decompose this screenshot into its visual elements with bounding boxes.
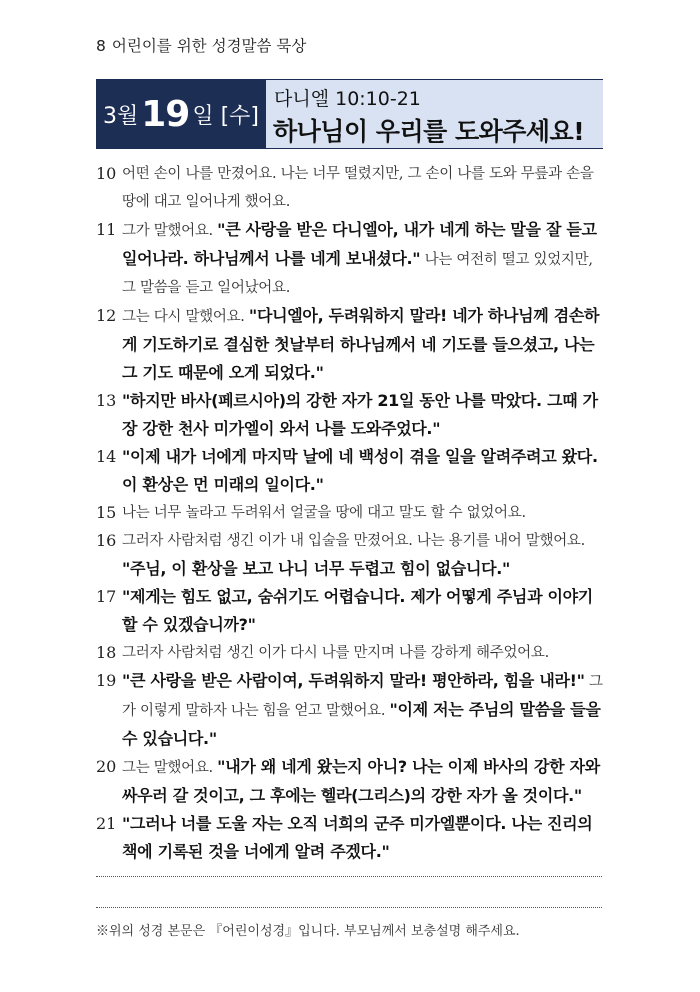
verse-number: 21 xyxy=(96,814,117,833)
verse-text xyxy=(122,216,606,302)
quoted-speech: "큰 사랑을 받은 다니엘아, 내가 네게 하는 말을 잘 듣고 일어나라. 하나님께서 나를 네게 보내셨다." xyxy=(122,220,597,268)
quoted-speech: "하지만 바사(페르시아)의 강한 자가 21일 동안 나를 막았다. 그때 가장 강한 천사 미가엘이 와서 나를 도와주었다." xyxy=(122,391,598,438)
verse-number: 11 xyxy=(96,220,117,239)
page-number: 8 xyxy=(96,37,106,55)
running-head xyxy=(96,34,306,56)
divider-bottom xyxy=(96,907,602,908)
verse-number: 19 xyxy=(96,671,117,690)
verse-text xyxy=(122,499,606,527)
verse-text xyxy=(122,443,606,499)
quoted-speech: "주님, 이 환상을 보고 나니 너무 두렵고 힘이 없습니다." xyxy=(122,559,511,578)
narration: 어떤 손이 나를 만졌어요. 나는 너무 떨렸지만, 그 손이 나를 도와 무릎과 손을 땅에 대고 일어나게 했어요. xyxy=(122,166,594,210)
verse xyxy=(96,387,606,443)
verse-number: 13 xyxy=(96,391,117,410)
scripture-reference: 다니엘 10:10-21 xyxy=(274,88,421,110)
quoted-speech: "내가 왜 네게 왔는지 아니? 나는 이제 바사의 강한 자와 싸우러 갈 것이고, 그 후에는 헬라(그리스)의 강한 자가 올 것이다." xyxy=(122,757,600,805)
verse-number: 10 xyxy=(96,164,117,183)
narration: 그러자 사람처럼 생긴 이가 다시 나를 만지며 나를 강하게 해주었어요. xyxy=(122,645,549,661)
verse xyxy=(96,443,606,499)
verse-text xyxy=(122,160,606,216)
verse-number: 20 xyxy=(96,757,117,776)
verse xyxy=(96,160,606,216)
footnote: ※위의 성경 본문은 『어린이성경』입니다. 부모님께서 보충설명 해주세요. xyxy=(96,924,520,939)
date-day: 19 xyxy=(141,93,190,135)
verse-number: 18 xyxy=(96,643,117,662)
date-weekday: 일 [수] xyxy=(192,103,260,129)
quoted-speech: "큰 사랑을 받은 사람이여, 두려워하지 말라! 평안하라, 힘을 내라!" xyxy=(122,671,585,690)
quoted-speech: "그러나 너를 도울 자는 오직 너희의 군주 미가엘뿐이다. 나는 진리의 책에 기록된 것을 너에게 알려 주겠다." xyxy=(122,814,593,861)
verse xyxy=(96,810,606,866)
narration: 그는 말했어요. xyxy=(122,760,218,776)
verse-number: 16 xyxy=(96,531,117,550)
verse-number: 17 xyxy=(96,587,117,606)
verse-text xyxy=(122,753,606,810)
quoted-speech: "제게는 힘도 없고, 숨쉬기도 어렵습니다. 제가 어떻게 주님과 이야기할 수 있겠습니까?" xyxy=(122,587,593,634)
verse-text xyxy=(122,667,606,753)
verse-text xyxy=(122,527,606,583)
book-title: 어린이를 위한 성경말씀 묵상 xyxy=(111,37,307,55)
verse-number: 14 xyxy=(96,447,117,466)
verse xyxy=(96,639,606,667)
narration: 그가 말했어요. xyxy=(122,223,218,239)
verse-text xyxy=(122,639,606,667)
devotion-title: 하나님이 우리를 도와주세요! xyxy=(273,117,585,146)
verse-text xyxy=(122,583,606,639)
date-box xyxy=(96,80,266,148)
verse xyxy=(96,302,606,387)
verse xyxy=(96,216,606,302)
narration: 나는 여전히 떨고 있었지만, 그 말씀을 듣고 일어났어요. xyxy=(122,252,593,296)
quoted-speech: "이제 저는 주님의 말씀을 들을 수 있습니다." xyxy=(122,700,601,748)
verse xyxy=(96,527,606,583)
narration: 나는 너무 놀라고 두려워서 얼굴을 땅에 대고 말도 할 수 없었어요. xyxy=(122,505,526,521)
verse xyxy=(96,583,606,639)
verse xyxy=(96,499,606,527)
devotion-banner xyxy=(96,79,603,149)
date-month: 3월 xyxy=(102,103,139,129)
narration: 그러자 사람처럼 생긴 이가 내 입술을 만졌어요. 나는 용기를 내어 말했어요. xyxy=(122,533,585,549)
title-box xyxy=(266,80,603,148)
verse-list xyxy=(96,160,606,866)
quoted-speech: "다니엘아, 두려워하지 말라! 네가 하나님께 겸손하게 기도하기로 결심한 첫날부터 하나님께서 네 기도를 들으셨고, 나는 그 기도 때문에 오게 되었다." xyxy=(122,306,600,382)
verse xyxy=(96,753,606,810)
verse-text xyxy=(122,387,606,443)
verse-text xyxy=(122,810,606,866)
quoted-speech: "이제 내가 너에게 마지막 날에 네 백성이 겪을 일을 알려주려고 왔다. 이 환상은 먼 미래의 일이다." xyxy=(122,447,598,494)
divider-top xyxy=(96,876,602,877)
verse-text xyxy=(122,302,606,387)
narration: 그는 다시 말했어요. xyxy=(122,309,249,325)
narration: 그가 이렇게 말하자 나는 힘을 얻고 말했어요. xyxy=(122,674,603,719)
verse xyxy=(96,667,606,753)
verse-number: 12 xyxy=(96,306,117,325)
verse-number: 15 xyxy=(96,503,117,522)
